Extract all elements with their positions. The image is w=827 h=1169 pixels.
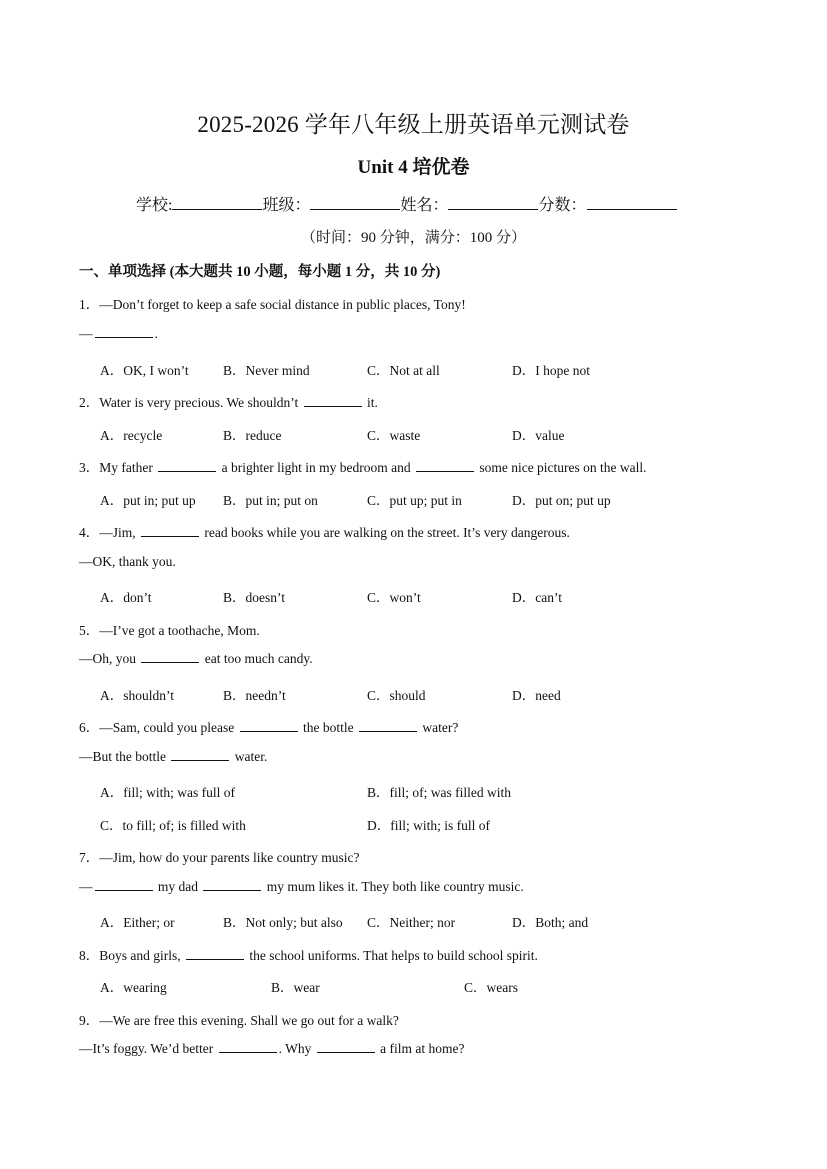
answer-blank (95, 326, 153, 338)
option-d: D．fill; with; is full of (367, 818, 490, 833)
time-note: （时间：90 分钟，满分：100 分） (300, 230, 526, 246)
question-9: 9．—We are free this evening. Shall we go out for a walk? (79, 1013, 399, 1028)
option-d: D．need (512, 688, 561, 703)
option-b: B．doesn’t (223, 590, 286, 605)
section-title: 一、单项选择 (本大题共 10 小题，每小题 1 分，共 10 分) (79, 264, 441, 280)
answer-blank (141, 651, 199, 663)
option-a: A．Either; or (100, 915, 175, 930)
question-7: 7．—Jim, how do your parents like country music? (79, 850, 360, 865)
score-blank (587, 195, 677, 210)
option-b: B．Not only; but also (223, 915, 343, 930)
answer-blank (219, 1041, 277, 1053)
option-d: D．can’t (512, 590, 562, 605)
name-blank (448, 195, 538, 210)
page-title: 2025-2026 学年八年级上册英语单元测试卷 (197, 112, 630, 137)
option-a: A．don’t (100, 590, 152, 605)
answer-blank (304, 395, 362, 407)
option-c: C．won’t (367, 590, 421, 605)
answer-blank (141, 525, 199, 537)
option-c: C．wears (464, 980, 518, 995)
option-c: C．waste (367, 428, 421, 443)
option-d: D．value (512, 428, 565, 443)
question-9-reply: —It’s foggy. We’d better . Why a film at home? (79, 1041, 465, 1056)
option-c: C．to fill; of; is filled with (100, 818, 246, 833)
question-7-reply: — my dad my mum likes it. They both like country music. (79, 879, 524, 894)
question-1: 1．—Don’t forget to keep a safe social distance in public places, Tony! (79, 297, 466, 312)
score-label: 分数： (538, 197, 587, 214)
answer-blank (359, 720, 417, 732)
option-b: B．wear (271, 980, 320, 995)
answer-blank (158, 460, 216, 472)
question-4: 4．—Jim, read books while you are walking on the street. It’s very dangerous. (79, 525, 570, 540)
option-b: B．put in; put on (223, 493, 318, 508)
school-blank (172, 195, 262, 210)
answer-blank (416, 460, 474, 472)
question-4-reply: —OK, thank you. (79, 554, 176, 569)
answer-blank (95, 879, 153, 891)
answer-blank (203, 879, 261, 891)
option-b: B．needn’t (223, 688, 286, 703)
option-b: B．Never mind (223, 363, 310, 378)
question-6: 6．—Sam, could you please the bottle water? (79, 720, 459, 735)
class-blank (310, 195, 400, 210)
question-5: 5．—I’ve got a toothache, Mom. (79, 623, 260, 638)
option-d: D．I hope not (512, 363, 590, 378)
question-5-reply: —Oh, you eat too much candy. (79, 651, 313, 666)
answer-blank (317, 1041, 375, 1053)
question-1-reply: — . (79, 326, 158, 341)
class-label: 班级： (262, 197, 311, 214)
question-8: 8．Boys and girls, the school uniforms. That helps to build school spirit. (79, 948, 538, 963)
option-c: C．put up; put in (367, 493, 462, 508)
option-b: B．reduce (223, 428, 282, 443)
option-a: A．fill; with; was full of (100, 785, 235, 800)
option-a: A．wearing (100, 980, 167, 995)
option-c: C．should (367, 688, 426, 703)
question-3: 3．My father a brighter light in my bedroom and some nice pictures on the wall. (79, 460, 647, 475)
answer-blank (186, 948, 244, 960)
option-a: A．shouldn’t (100, 688, 175, 703)
school-label: 学校: (136, 197, 173, 214)
page-subtitle: Unit 4 培优卷 (357, 157, 470, 178)
option-a: A．recycle (100, 428, 163, 443)
option-c: C．Not at all (367, 363, 440, 378)
answer-blank (240, 720, 298, 732)
question-2: 2．Water is very precious. We shouldn’t it. (79, 395, 378, 410)
option-d: D．put on; put up (512, 493, 611, 508)
option-a: A．put in; put up (100, 493, 196, 508)
question-6-reply: —But the bottle water. (79, 749, 268, 764)
option-c: C．Neither; nor (367, 915, 456, 930)
name-label: 姓名： (400, 197, 449, 214)
answer-blank (171, 749, 229, 761)
option-b: B．fill; of; was filled with (367, 785, 511, 800)
option-a: A．OK, I won’t (100, 363, 189, 378)
student-info-row (136, 192, 677, 215)
option-d: D．Both; and (512, 915, 589, 930)
